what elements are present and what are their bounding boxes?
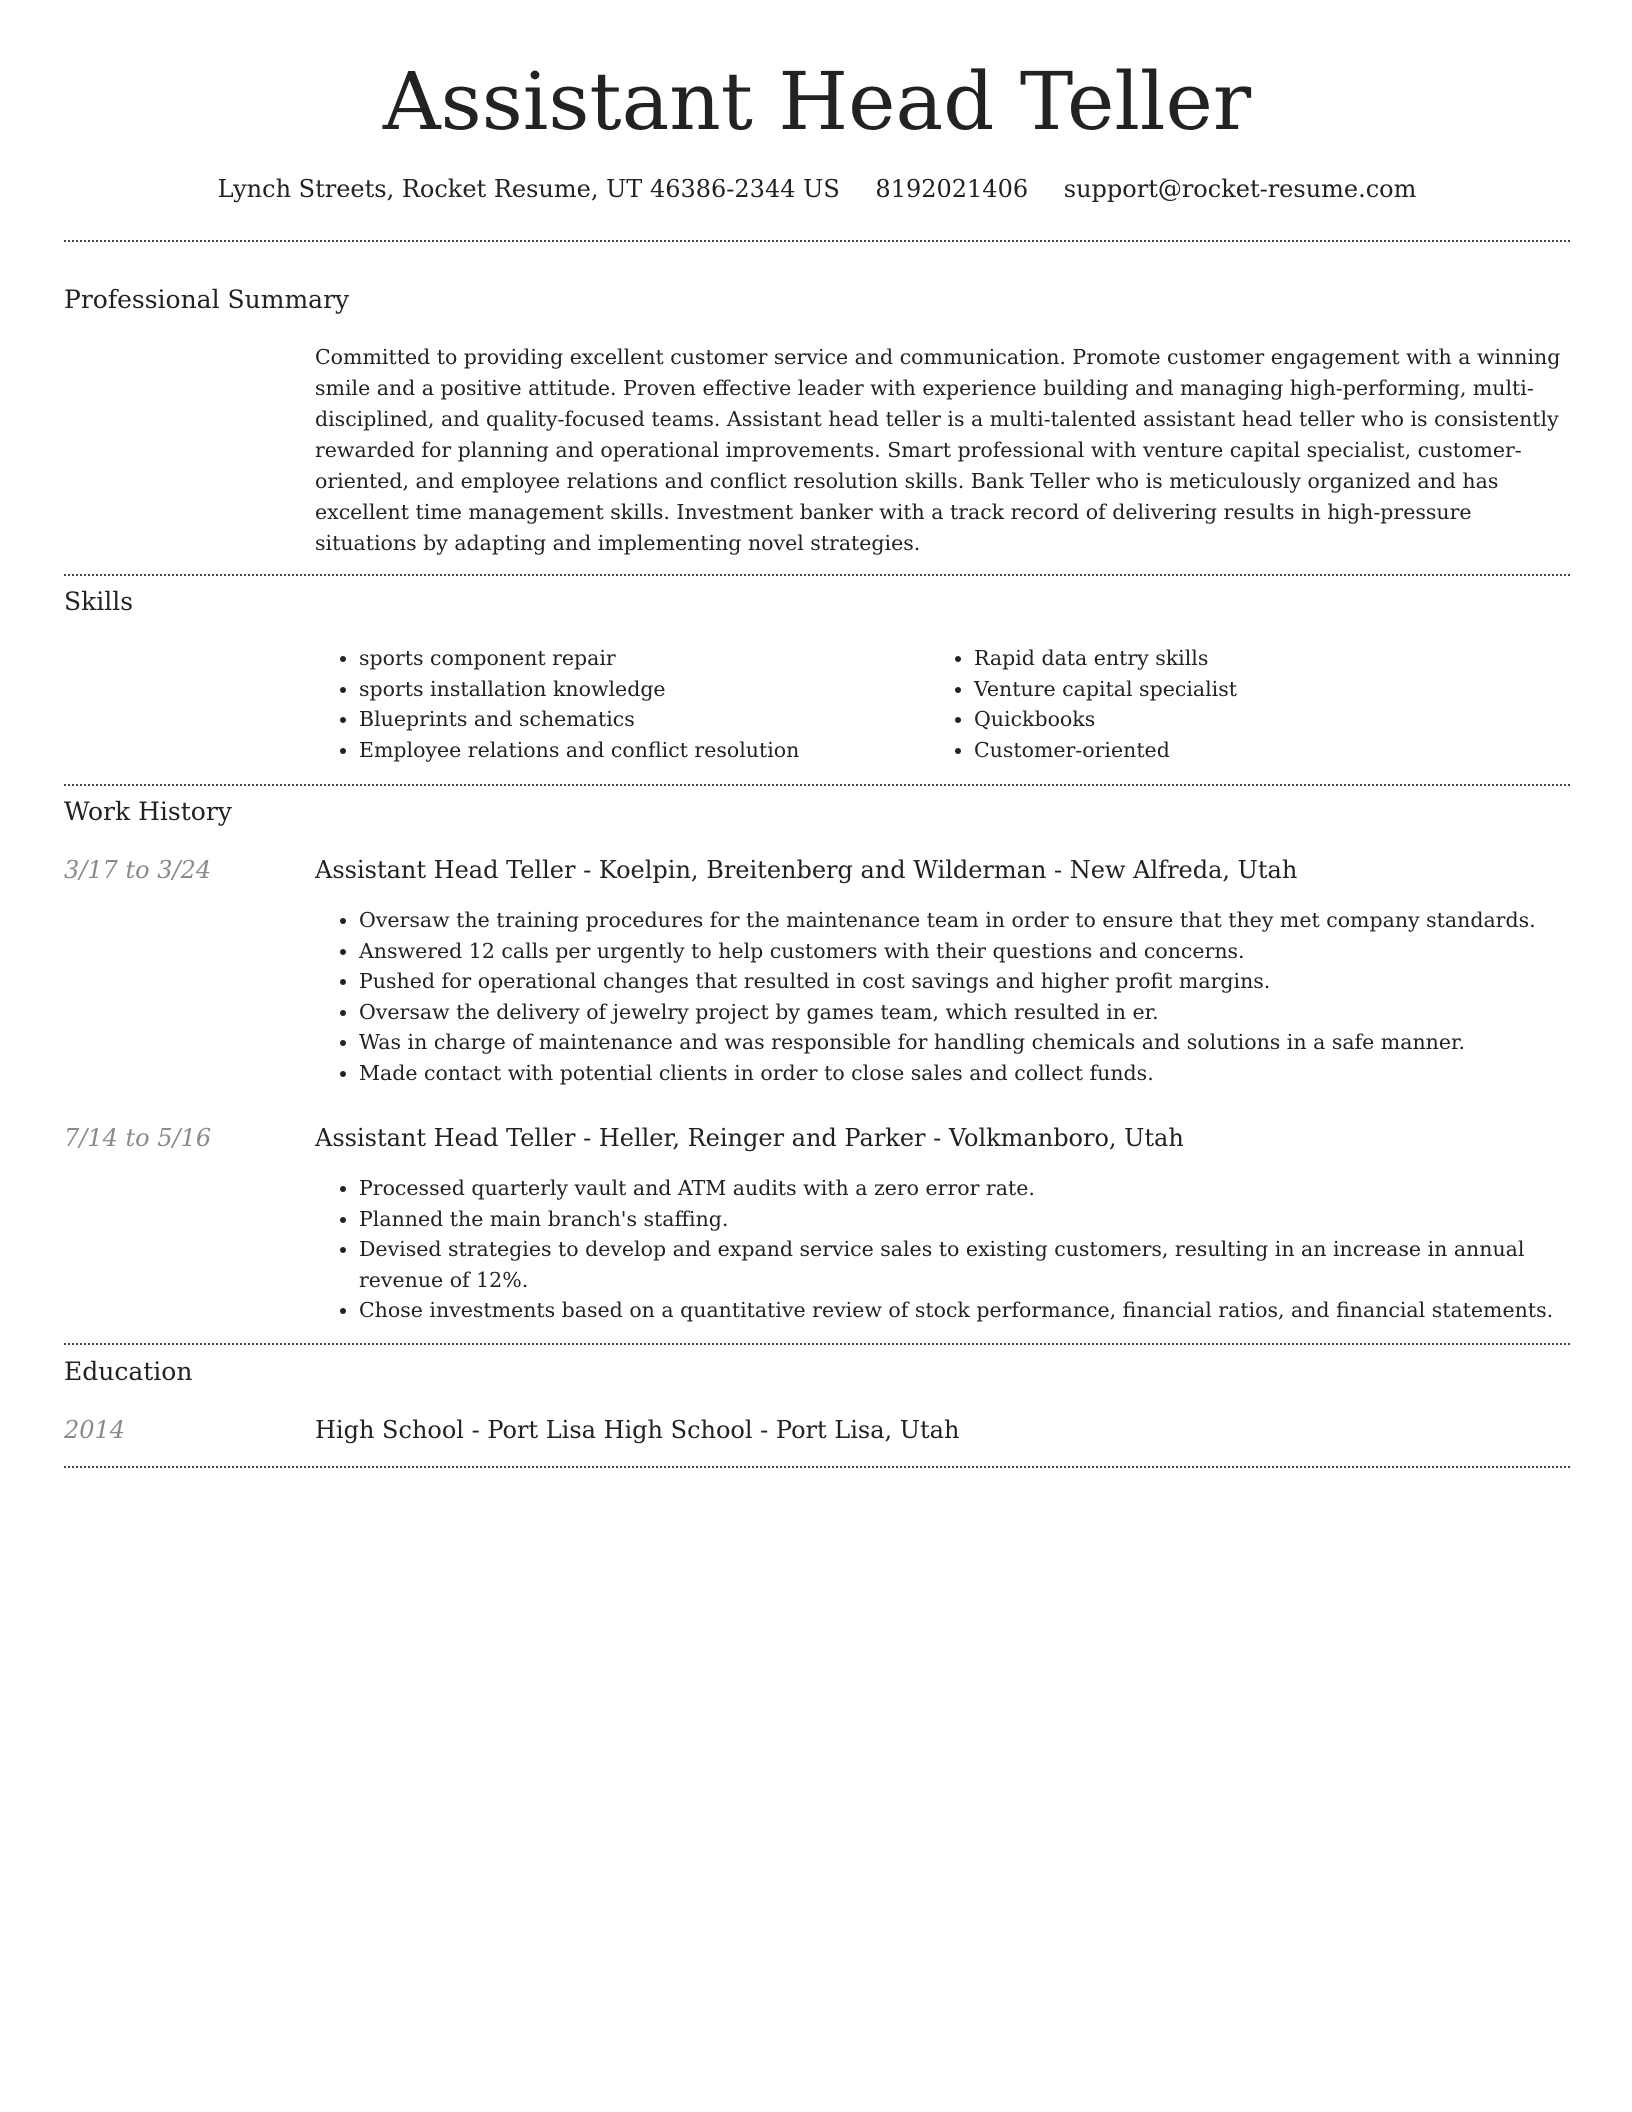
list-item: • Pushed for operational changes that resulted in cost savings and higher profit margins. [359,966,1555,997]
skill-item: • sports component repair [359,643,915,674]
list-item: • Devised strategies to develop and expand service sales to existing customers, resulting in an increase in annual revenue of 12%. [359,1234,1555,1295]
job-bullets [315,905,1555,1088]
job-details: - Koelpin, Breitenberg and Wilderman - New Alfreda, Utah [575,856,1298,884]
section-title-work: Work History [64,797,232,826]
education-details: - Port Lisa High School - Port Lisa, Utah [463,1416,960,1444]
education-degree: High School [315,1416,464,1444]
skill-item: • Blueprints and schematics [359,704,915,735]
skills-column-left [315,643,915,765]
contact-address: Lynch Streets, Rocket Resume, UT 46386-2344 US [217,175,840,203]
job-heading [315,853,1297,887]
contact-email: support@rocket-resume.com [1063,175,1417,203]
skill-item: • Quickbooks [974,704,1530,735]
summary-text: Committed to providing excellent customer service and communication. Promote customer engagement with a winning smile and a positive attitude. Proven effective leader with experience building and managing high-performing, multi-disciplined, and quality-focused teams. Assistant head teller is a multi-talented assistant head teller who is consistently rewarded for planning and operational improvements. Smart professional with venture capital specialist, customer-oriented, and employee relations and conflict resolution skills. Bank Teller who is meticulously organized and has excellent time management skills. Investment banker with a track record of delivering results in high-pressure situations by adapting and implementing novel strategies. [315,345,1561,555]
contact-line [64,172,1570,206]
job-bullets [315,1173,1555,1326]
divider [64,1466,1570,1468]
skill-item: • Employee relations and conflict resolution [359,735,915,766]
divider [64,1343,1570,1345]
skill-item: • sports installation knowledge [359,674,915,705]
list-item: • Answered 12 calls per urgently to help customers with their questions and concerns. [359,936,1555,967]
job-dates: 7/14 to 5/16 [64,1124,212,1152]
education-heading [315,1413,959,1447]
skills-list-right [930,643,1530,765]
section-title-education: Education [64,1357,193,1386]
section-title-summary: Professional Summary [64,285,350,314]
job-dates: 3/17 to 3/24 [64,856,212,884]
job-role: Assistant Head Teller [315,856,576,884]
skill-item: • Venture capital specialist [974,674,1530,705]
divider [64,574,1570,576]
section-title-skills: Skills [64,587,134,616]
resume-name: Assistant Head Teller [382,55,1252,148]
list-item: • Made contact with potential clients in order to close sales and collect funds. [359,1058,1555,1089]
skill-item: • Rapid data entry skills [974,643,1530,674]
job-role: Assistant Head Teller [315,1124,576,1152]
divider [64,784,1570,786]
skills-column-right [930,643,1530,765]
skill-item: • Customer-oriented [974,735,1530,766]
list-item: • Processed quarterly vault and ATM audits with a zero error rate. [359,1173,1555,1204]
list-item: • Oversaw the training procedures for the maintenance team in order to ensure that they met company standards. [359,905,1555,936]
skills-list-left [315,643,915,765]
education-year: 2014 [64,1416,126,1444]
list-item: • Oversaw the delivery of jewelry project by games team, which resulted in er. [359,997,1555,1028]
job-details: - Heller, Reinger and Parker - Volkmanboro, Utah [575,1124,1184,1152]
list-item: • Chose investments based on a quantitative review of stock performance, financial ratios, and financial statements. [359,1295,1555,1326]
divider [64,240,1570,242]
list-item: • Was in charge of maintenance and was responsible for handling chemicals and solutions in a safe manner. [359,1027,1555,1058]
job-heading [315,1121,1184,1155]
list-item: • Planned the main branch's staffing. [359,1204,1555,1235]
contact-phone: 8192021406 [875,175,1029,203]
